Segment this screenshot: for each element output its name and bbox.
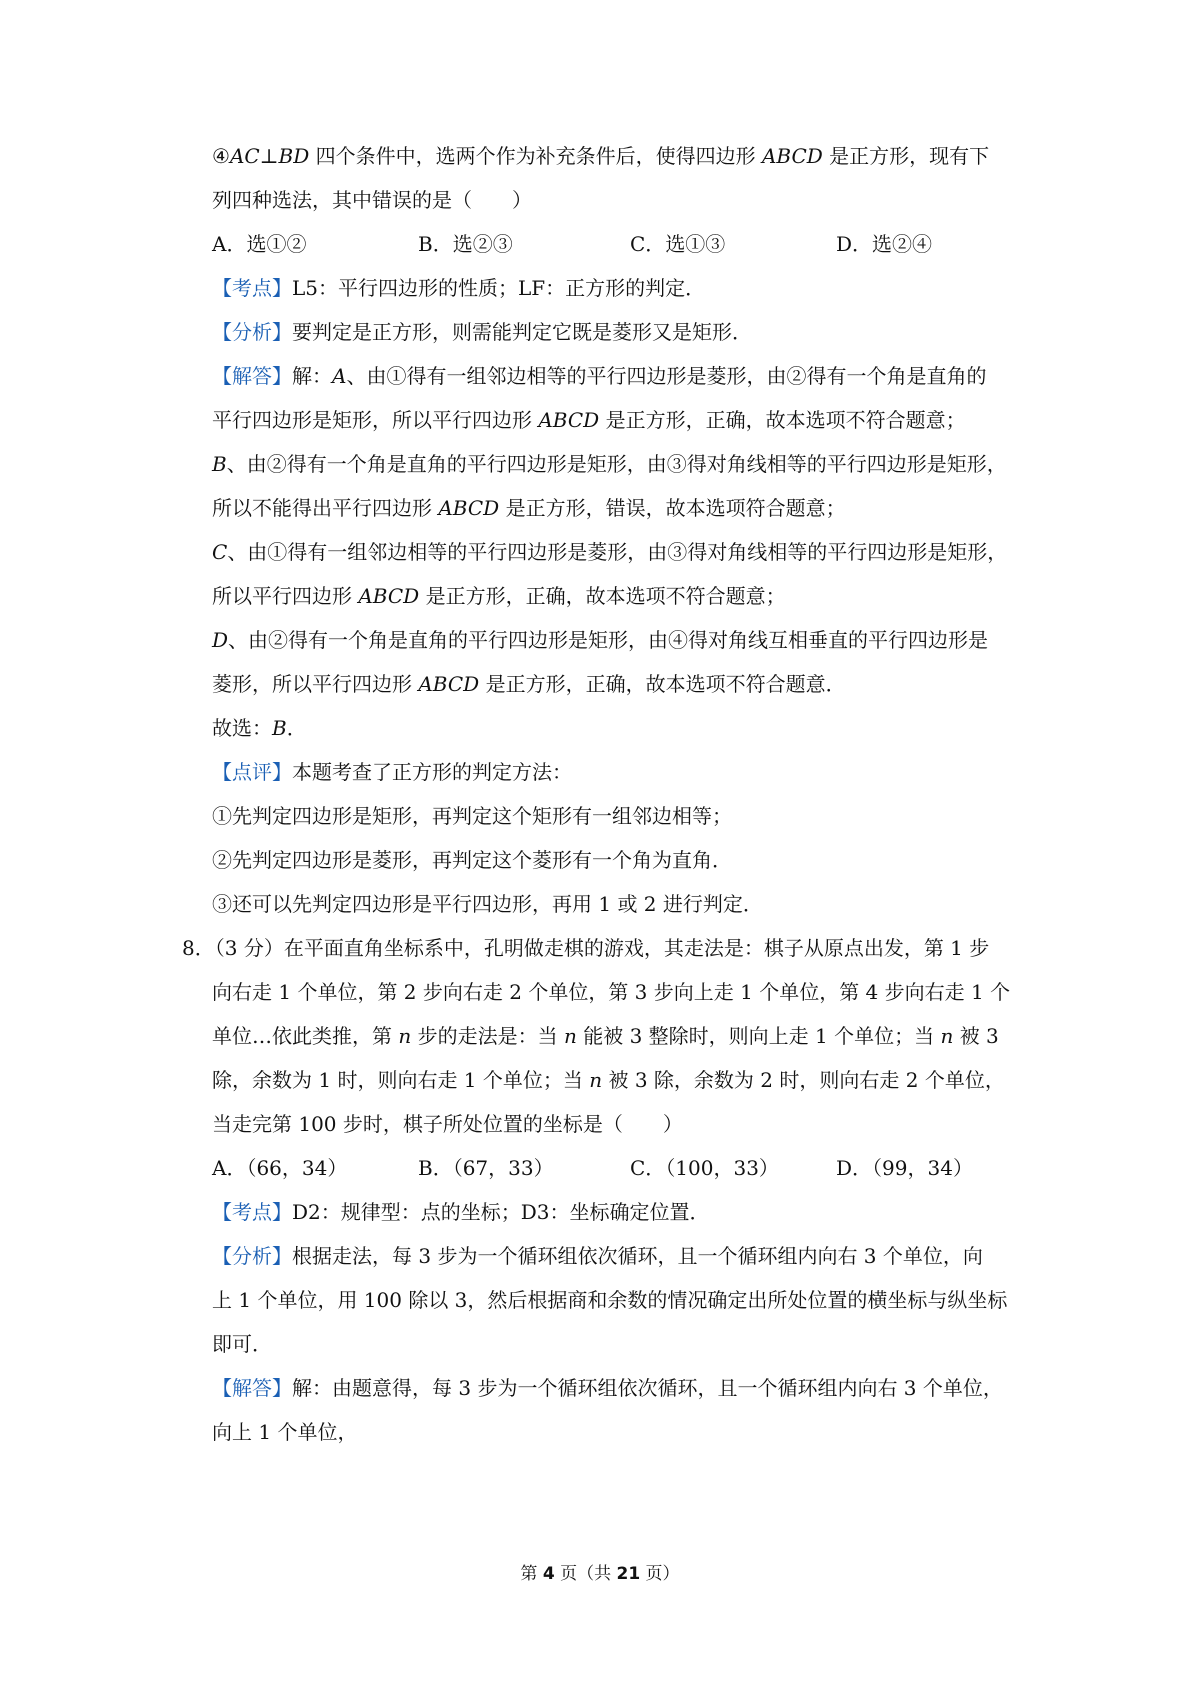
- q8-option-b: B．（67，33）: [418, 1156, 554, 1180]
- q7-option-d: D．选②④: [836, 232, 933, 256]
- q7-option-a: A．选①②: [212, 232, 307, 256]
- q7-answer: 故选：B．: [212, 716, 307, 740]
- q8-jieda-line-1: 【解答】解：由题意得，每 3 步为一个循环组依次循环，且一个循环组内向右 3 个单位，: [212, 1376, 1003, 1400]
- kaodian-tag: 【考点】: [212, 276, 292, 300]
- q8-fenxi-line-1: 【分析】根据走法，每 3 步为一个循环组依次循环，且一个循环组内向右 3 个单位，向: [212, 1244, 983, 1268]
- q7-stem-line-2: 列四种选法，其中错误的是（ ）: [212, 188, 532, 212]
- q7-option-c: C．选①③: [630, 232, 726, 256]
- q7-jieda-line-8: 菱形，所以平行四边形 ABCD 是正方形，正确，故本选项不符合题意．: [212, 672, 846, 696]
- page-number: 4: [542, 1564, 555, 1584]
- q7-jieda-line-6: 所以平行四边形 ABCD 是正方形，正确，故本选项不符合题意；: [212, 584, 786, 608]
- q8-kaodian: 【考点】D2：规律型：点的坐标；D3：坐标确定位置．: [212, 1200, 710, 1224]
- q8-stem-line-2: 向右走 1 个单位，第 2 步向右走 2 个单位，第 3 步向上走 1 个单位，第 4 步向右走 1 个: [212, 980, 1011, 1004]
- perp-symbol: ⊥: [259, 144, 279, 168]
- question-number: 8．: [182, 936, 215, 960]
- q7-stem-line-1: ④AC⊥BD 四个条件中，选两个作为补充条件后，使得四边形 ABCD 是正方形，现有下: [212, 144, 990, 168]
- q7-jieda-line-2: 平行四边形是矩形，所以平行四边形 ABCD 是正方形，正确，故本选项不符合题意；: [212, 408, 966, 432]
- q7-jieda-line-4: 所以不能得出平行四边形 ABCD 是正方形，错误，故本选项符合题意；: [212, 496, 846, 520]
- q8-option-d: D．（99，34）: [836, 1156, 973, 1180]
- fenxi-tag: 【分析】: [212, 320, 292, 344]
- q7-dianping-item-1: ①先判定四边形是矩形，再判定这个矩形有一组邻边相等；: [212, 804, 732, 828]
- q8-stem-line-1: 8．（3 分）在平面直角坐标系中，孔明做走棋的游戏，其走法是：棋子从原点出发，第 1 步: [182, 936, 990, 960]
- circle-4: ④: [212, 144, 230, 168]
- q7-option-b: B．选②③: [418, 232, 513, 256]
- q8-option-a: A．（66，34）: [212, 1156, 348, 1180]
- q8-stem-line-4: 除，余数为 1 时，则向右走 1 个单位；当 n 被 3 除，余数为 2 时，则向右走 2 个单位，: [212, 1068, 1005, 1092]
- q8-fenxi-line-3: 即可．: [212, 1332, 272, 1356]
- q7-dianping-item-2: ②先判定四边形是菱形，再判定这个菱形有一个角为直角．: [212, 848, 732, 872]
- q7-dianping-item-3: ③还可以先判定四边形是平行四边形，再用 1 或 2 进行判定．: [212, 892, 763, 916]
- page-footer: 第 4 页（共 21 页）: [520, 1564, 680, 1584]
- q7-dianping: 【点评】本题考查了正方形的判定方法：: [212, 760, 572, 784]
- page-total: 21: [616, 1564, 641, 1584]
- jieda-tag: 【解答】: [212, 364, 292, 388]
- q8-option-c: C．（100，33）: [630, 1156, 779, 1180]
- q7-fenxi: 【分析】要判定是正方形，则需能判定它既是菱形又是矩形．: [212, 320, 752, 344]
- fenxi-tag: 【分析】: [212, 1244, 292, 1268]
- q8-stem-line-3: 单位…依此类推，第 n 步的走法是：当 n 能被 3 整除时，则向上走 1 个单位；当 n 被 3: [212, 1024, 999, 1048]
- q8-jieda-line-2: 向上 1 个单位，: [212, 1420, 358, 1444]
- q7-jieda-line-5: C、由①得有一组邻边相等的平行四边形是菱形，由③得对角线相等的平行四边形是矩形，: [212, 540, 1008, 564]
- jieda-tag: 【解答】: [212, 1376, 292, 1400]
- q7-jieda-line-1: 【解答】解：A、由①得有一组邻边相等的平行四边形是菱形，由②得有一个角是直角的: [212, 364, 987, 388]
- q8-stem-line-5: 当走完第 100 步时，棋子所处位置的坐标是（ ）: [212, 1112, 683, 1136]
- q8-fenxi-line-2: 上 1 个单位，用 100 除以 3，然后根据商和余数的情况确定出所处位置的横坐标与纵坐标: [212, 1288, 1008, 1312]
- kaodian-tag: 【考点】: [212, 1200, 292, 1224]
- dianping-tag: 【点评】: [212, 760, 292, 784]
- q7-jieda-line-3: B、由②得有一个角是直角的平行四边形是矩形，由③得对角线相等的平行四边形是矩形，: [212, 452, 1007, 476]
- q7-jieda-line-7: D、由②得有一个角是直角的平行四边形是矩形，由④得对角线互相垂直的平行四边形是: [212, 628, 989, 652]
- q7-kaodian: 【考点】L5：平行四边形的性质；LF：正方形的判定．: [212, 276, 706, 300]
